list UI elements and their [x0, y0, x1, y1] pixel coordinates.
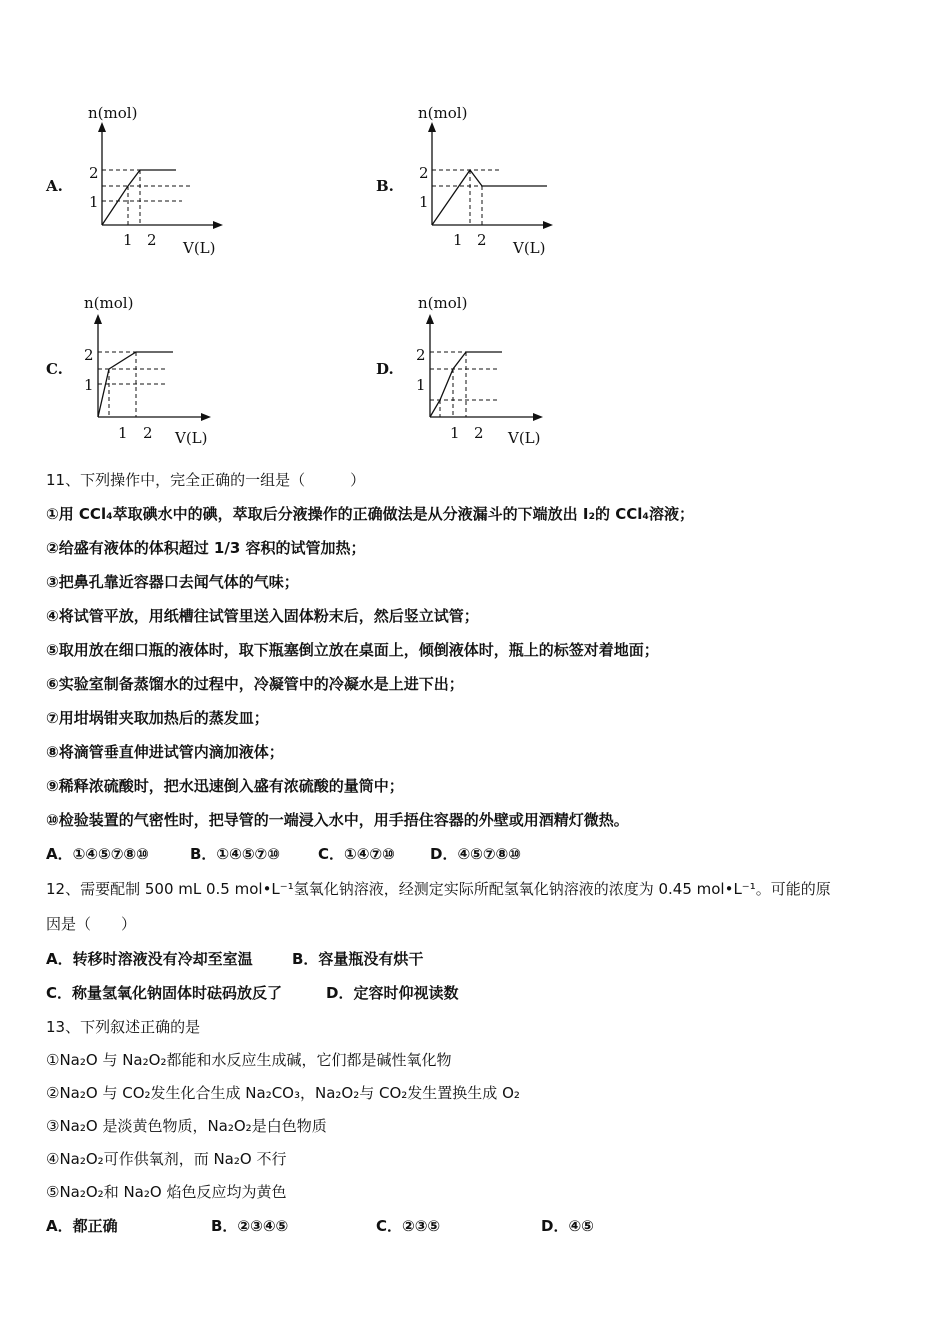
q13-item-1: ①Na₂O 与 Na₂O₂都能和水反应生成碱，它们都是碱性氧化物 — [46, 1051, 452, 1069]
graph-b-ytick-2: 2 — [419, 164, 429, 182]
graph-c-y-arrow — [94, 314, 102, 324]
graph-b-ytick-1: 1 — [419, 193, 429, 211]
graph-a-xtick-2: 2 — [147, 231, 157, 249]
graph-b-y-arrow — [428, 122, 436, 132]
graph-c-xtick-1: 1 — [118, 424, 128, 442]
graph-a-xtick-1: 1 — [123, 231, 133, 249]
q11-item-10: ⑩检验装置的气密性时，把导管的一端浸入水中，用手捂住容器的外壁或用酒精灯微热。 — [46, 811, 629, 829]
option-c-label: C. — [46, 360, 63, 378]
graph-c-ytick-1: 1 — [84, 376, 94, 394]
q13-options — [46, 1216, 594, 1236]
graph-c-ylabel: n(mol) — [84, 294, 134, 312]
graph-options — [0, 90, 950, 460]
q12-option-c[interactable]: C．称量氢氧化钠固体时砝码放反了 — [46, 984, 283, 1002]
graph-d-ytick-1: 1 — [416, 376, 426, 394]
q12-options-row2 — [46, 983, 458, 1003]
q11-item-8: ⑧将滴管垂直伸进试管内滴加液体； — [46, 743, 284, 761]
graph-a-ylabel: n(mol) — [88, 104, 138, 122]
graph-a-x-arrow — [213, 221, 223, 229]
q13-stem: 13、下列叙述正确的是 — [46, 1018, 201, 1036]
graph-d — [410, 290, 580, 447]
graph-d-ylabel: n(mol) — [418, 294, 468, 312]
q11-item-6: ⑥实验室制备蒸馏水的过程中，冷凝管中的冷凝水是上进下出； — [46, 675, 464, 693]
graph-d-xlabel: V(L) — [508, 429, 541, 447]
q13-option-d[interactable]: D．④⑤ — [541, 1217, 594, 1235]
graph-d-y-arrow — [426, 314, 434, 324]
q13-item-4: ④Na₂O₂可作供氧剂，而 Na₂O 不行 — [46, 1150, 287, 1168]
q13-item-3: ③Na₂O 是淡黄色物质，Na₂O₂是白色物质 — [46, 1117, 327, 1135]
option-d-label: D. — [376, 360, 394, 378]
graph-d-xtick-1: 1 — [450, 424, 460, 442]
graph-c-xlabel: V(L) — [175, 429, 208, 447]
q11-item-9: ⑨稀释浓硫酸时，把水迅速倒入盛有浓硫酸的量筒中； — [46, 777, 404, 795]
q11-option-a[interactable]: A．①④⑤⑦⑧⑩ — [46, 845, 149, 863]
q13-item-2: ②Na₂O 与 CO₂发生化合生成 Na₂CO₃，Na₂O₂与 CO₂发生置换生成 O₂ — [46, 1084, 520, 1102]
graph-b-xtick-2: 2 — [477, 231, 487, 249]
q12-stem-line2: 因是（ ） — [46, 915, 137, 933]
graph-c-ytick-2: 2 — [84, 346, 94, 364]
q11-item-5: ⑤取用放在细口瓶的液体时，取下瓶塞倒立放在桌面上，倾倒液体时，瓶上的标签对着地面； — [46, 641, 659, 659]
q12-stem-line1: 12、需要配制 500 mL 0.5 mol•L⁻¹氢氧化钠溶液，经测定实际所配氢氧化钠溶液的浓度为 0.45 mol•L⁻¹。可能的原 — [46, 880, 831, 898]
graph-a-xlabel: V(L) — [183, 239, 216, 257]
graph-a-y-arrow — [98, 122, 106, 132]
graph-b-xlabel: V(L) — [513, 239, 546, 257]
q13-option-a[interactable]: A．都正确 — [46, 1217, 118, 1235]
q12-option-b[interactable]: B．容量瓶没有烘干 — [292, 950, 424, 968]
graph-d-xtick-2: 2 — [474, 424, 484, 442]
graph-c — [78, 290, 248, 447]
graph-d-ytick-2: 2 — [416, 346, 426, 364]
q11-item-3: ③把鼻孔靠近容器口去闻气体的气味； — [46, 573, 299, 591]
q13-item-5: ⑤Na₂O₂和 Na₂O 焰色反应均为黄色 — [46, 1183, 287, 1201]
graph-a-ytick-1: 1 — [89, 193, 99, 211]
q11-option-c[interactable]: C．①④⑦⑩ — [318, 845, 395, 863]
q12-option-a[interactable]: A．转移时溶液没有冷却至室温 — [46, 950, 253, 968]
q11-item-7: ⑦用坩埚钳夹取加热后的蒸发皿； — [46, 709, 269, 727]
option-b-label: B. — [376, 177, 394, 195]
q11-item-4: ④将试管平放，用纸槽往试管里送入固体粉末后，然后竖立试管； — [46, 607, 479, 625]
q11-options — [46, 844, 521, 864]
graph-b-ylabel: n(mol) — [418, 104, 468, 122]
graph-b-x-arrow — [543, 221, 553, 229]
q11-stem: 11、下列操作中，完全正确的一组是（ ） — [46, 471, 366, 489]
q11-option-b[interactable]: B．①④⑤⑦⑩ — [190, 845, 280, 863]
graph-a-ytick-2: 2 — [89, 164, 99, 182]
graph-b — [410, 100, 580, 257]
graph-a-curve — [102, 170, 176, 225]
q11-item-2: ②给盛有液体的体积超过 1/3 容积的试管加热； — [46, 539, 366, 557]
graph-d-x-arrow — [533, 413, 543, 421]
q13-option-b[interactable]: B．②③④⑤ — [211, 1217, 289, 1235]
graph-c-xtick-2: 2 — [143, 424, 153, 442]
option-a-label: A. — [46, 177, 63, 195]
q13-option-c[interactable]: C．②③⑤ — [376, 1217, 441, 1235]
graph-c-x-arrow — [201, 413, 211, 421]
graph-b-curve — [432, 170, 547, 225]
q11-item-1: ①用 CCl₄萃取碘水中的碘，萃取后分液操作的正确做法是从分液漏斗的下端放出 I₂的 CCl₄溶液； — [46, 505, 694, 523]
q12-options-row1 — [46, 949, 423, 969]
q11-option-d[interactable]: D．④⑤⑦⑧⑩ — [430, 845, 521, 863]
q12-option-d[interactable]: D．定容时仰视读数 — [326, 984, 459, 1002]
graph-b-xtick-1: 1 — [453, 231, 463, 249]
graph-a — [80, 100, 250, 257]
